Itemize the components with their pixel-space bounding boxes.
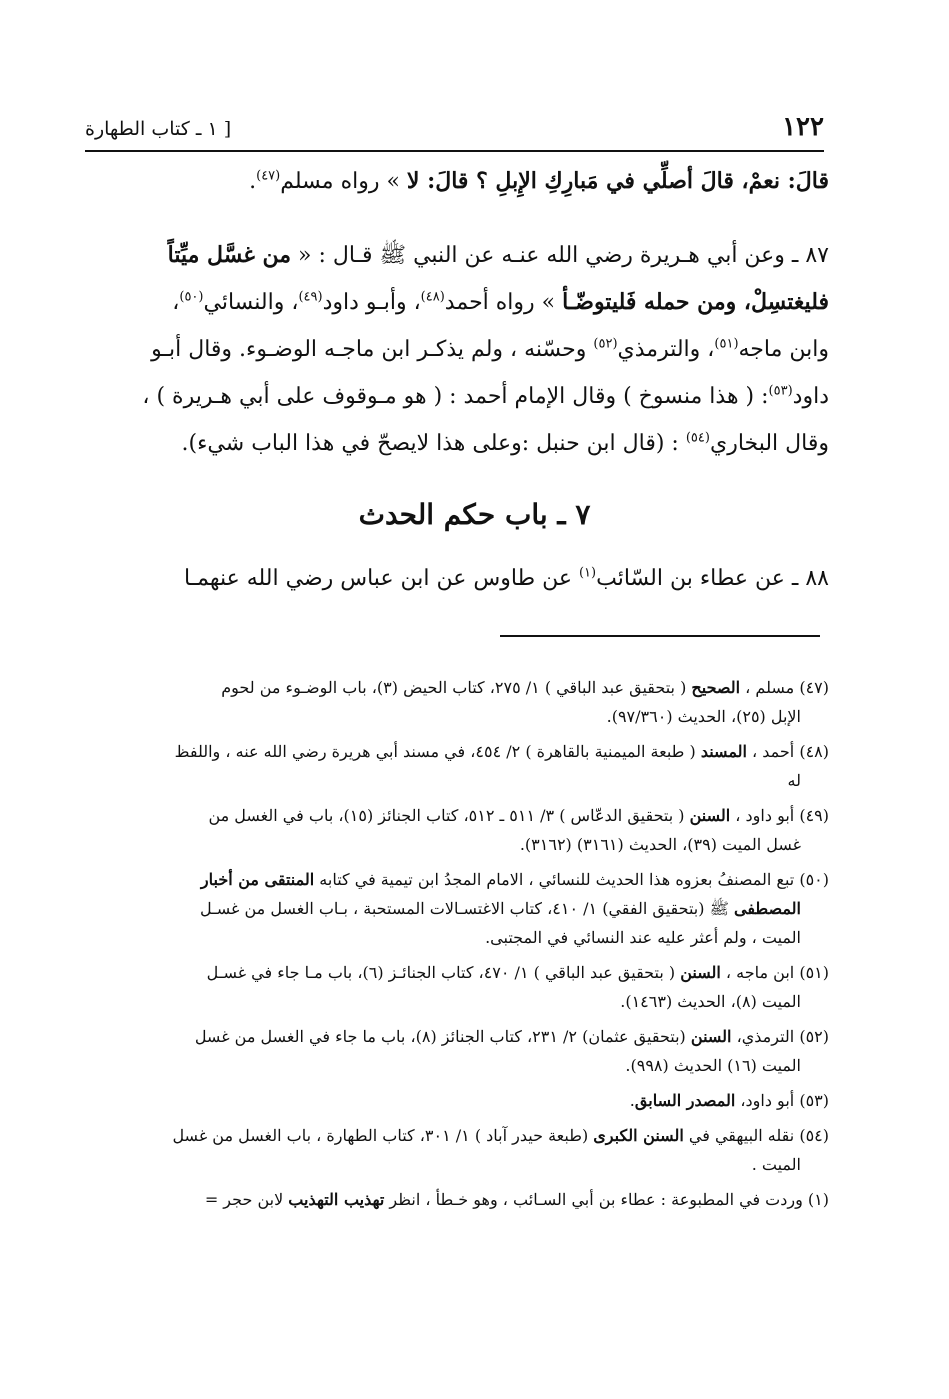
footnotes bbox=[100, 673, 829, 1220]
footnote-number: (٥٠) bbox=[799, 870, 829, 889]
footnote: (١) وردت في المطبوعة : عطاء بن أبي السـائب ، وهو خـطأ ، انظر تهذيب التهذيب لابن حجر = bbox=[204, 1190, 829, 1209]
header-rule bbox=[85, 150, 824, 152]
footnote: (٤٩) أبو داود ، السنن ( بتحقيق الدعّاس ) ٣/ ٥١١ ـ ٥١٢، كتاب الجنائز (١٥)، باب في الغسل من غسل الميت (٣٩)، الحديث (٣١٦١) (٣١٦٢). bbox=[208, 806, 829, 854]
footnote-number: (٤٩) bbox=[799, 806, 829, 825]
footnote-ref: (٥٠) bbox=[179, 289, 204, 305]
text-line: ٨٨ ـ عن عطاء بن السّائب$^{(١)}$ عن طاوس عن ابن عباس رضي الله عنهمـا bbox=[183, 565, 829, 591]
text-line: فليغتسِلْ، ومن حمله فَليتوضّـأ » رواه أحمد$^{(٤٨)}$، وأبـو داود$^{(٤٩)}$، والنسائي$^{(٥٠)}$، bbox=[172, 289, 829, 315]
footnote-number: (١) bbox=[807, 1190, 829, 1209]
footnote: (٥٤) نقله البيهقي في السنن الكبرى (طبعة حيدر آباد ) ١/ ٣٠١، كتاب الطهارة ، باب الغسل من غسل الميت . bbox=[172, 1126, 829, 1174]
text-line: وقال البخاري$^{(٥٤)}$ : (قال ابن حنبل :وعلى هذا لايصحّ في هذا الباب شيء). bbox=[181, 430, 829, 456]
footnote: (٥٣) أبو داود، المصدر السابق. bbox=[629, 1091, 829, 1110]
footnote-ref: (٤٨) bbox=[420, 289, 445, 305]
footnote-number: (٤٨) bbox=[799, 742, 829, 761]
text-line: داود$^{(٥٣)}$: ( هذا منسوخ ) وقال الإمام أحمد : ( هو مـوقوف على أبي هـريرة ) ، bbox=[142, 383, 829, 409]
footnote-separator bbox=[500, 635, 820, 637]
footnote: (٥٢) الترمذي، السنن (بتحقيق عثمان) ٢/ ٢٣١، كتاب الجنائز (٨)، باب ما جاء في الغسل من غسل الميت (١٦) الحديث (٩٩٨). bbox=[194, 1027, 829, 1075]
footnote: (٥١) ابن ماجه ، السنن ( بتحقيق عبد الباقي ) ١/ ٤٧٠، كتاب الجنائـز (٦)، باب مـا جاء في غسـل الميت (٨)، الحديث (١٤٦٣). bbox=[206, 963, 829, 1011]
footnote-ref: (٤٧) bbox=[256, 168, 281, 184]
page-number: ١٢٢ bbox=[782, 112, 824, 142]
bold-quote: قالَ: نعمْ، قالَ أصلِّي في مَبارِكِ الإِبلِ ؟ قالَ: لا bbox=[406, 168, 829, 194]
footnote-ref: (٤٩) bbox=[298, 289, 323, 305]
footnote: (٤٨) أحمد ، المسند ( طبعة الميمنية بالقاهرة ) ٢/ ٤٥٤، في مسند أبي هريرة رضي الله عنه ، واللفظ له bbox=[174, 742, 829, 790]
footnote-ref: (١) bbox=[578, 565, 597, 581]
footnote-ref: (٥١) bbox=[714, 336, 739, 352]
footnote: (٥٠) تبع المصنفُ بعزوه هذا الحديث للنسائي ، الامام المجدُ ابن تيمية في كتابه المنتقى من أخبار المصطفى ﷺ (بتحقيق الفقي) ١/ ٤١٠، كتاب الاغتسـالات المستحبة ، بـاب الغسل من غسـل الميت ، ولم أعثر عليه عند النسائي في المجتبى. bbox=[199, 870, 829, 947]
text-line: قالَ: نعمْ، قالَ أصلِّي في مَبارِكِ الإِبلِ ؟ قالَ: لا » رواه مسلم$^{(٤٧)}$. bbox=[249, 168, 829, 194]
previous-hadith-ending bbox=[100, 158, 829, 205]
hadith-87 bbox=[100, 232, 829, 467]
footnote-ref: (٥٣) bbox=[768, 383, 793, 399]
footnote-number: (٥١) bbox=[799, 963, 829, 982]
footnote: (٤٧) مسلم ، الصحيح ( بتحقيق عبد الباقي ) ١/ ٢٧٥، كتاب الحيض (٣)، باب الوضـوء من لحوم الإبل (٢٥)، الحديث (٩٧/٣٦٠). bbox=[221, 678, 829, 726]
text-line: ٨٧ ـ وعن أبي هـريرة رضي الله عنـه عن النبي ﷺ قـال : « من غسَّل ميِّتاً bbox=[167, 242, 829, 268]
footnote-ref: (٥٤) bbox=[685, 430, 710, 446]
hadith-88 bbox=[100, 555, 829, 602]
footnote-number: (٥٢) bbox=[799, 1027, 829, 1046]
running-header bbox=[85, 112, 824, 146]
footnote-number: (٥٤) bbox=[799, 1126, 829, 1145]
footnote-number: (٤٧) bbox=[799, 678, 829, 697]
section-heading: ٧ ـ باب حكم الحدث bbox=[358, 498, 591, 531]
footnote-number: (٥٣) bbox=[799, 1091, 829, 1110]
chapter-title: [ ١ ـ كتاب الطهارة bbox=[85, 118, 232, 140]
footnote-ref: (٥٢) bbox=[593, 336, 618, 352]
text-line: وابن ماجه$^{(٥١)}$، والترمذي$^{(٥٢)}$ وحسّنه ، ولم يذكـر ابن ماجـه الوضـوء. وقال أبـو bbox=[151, 336, 829, 362]
